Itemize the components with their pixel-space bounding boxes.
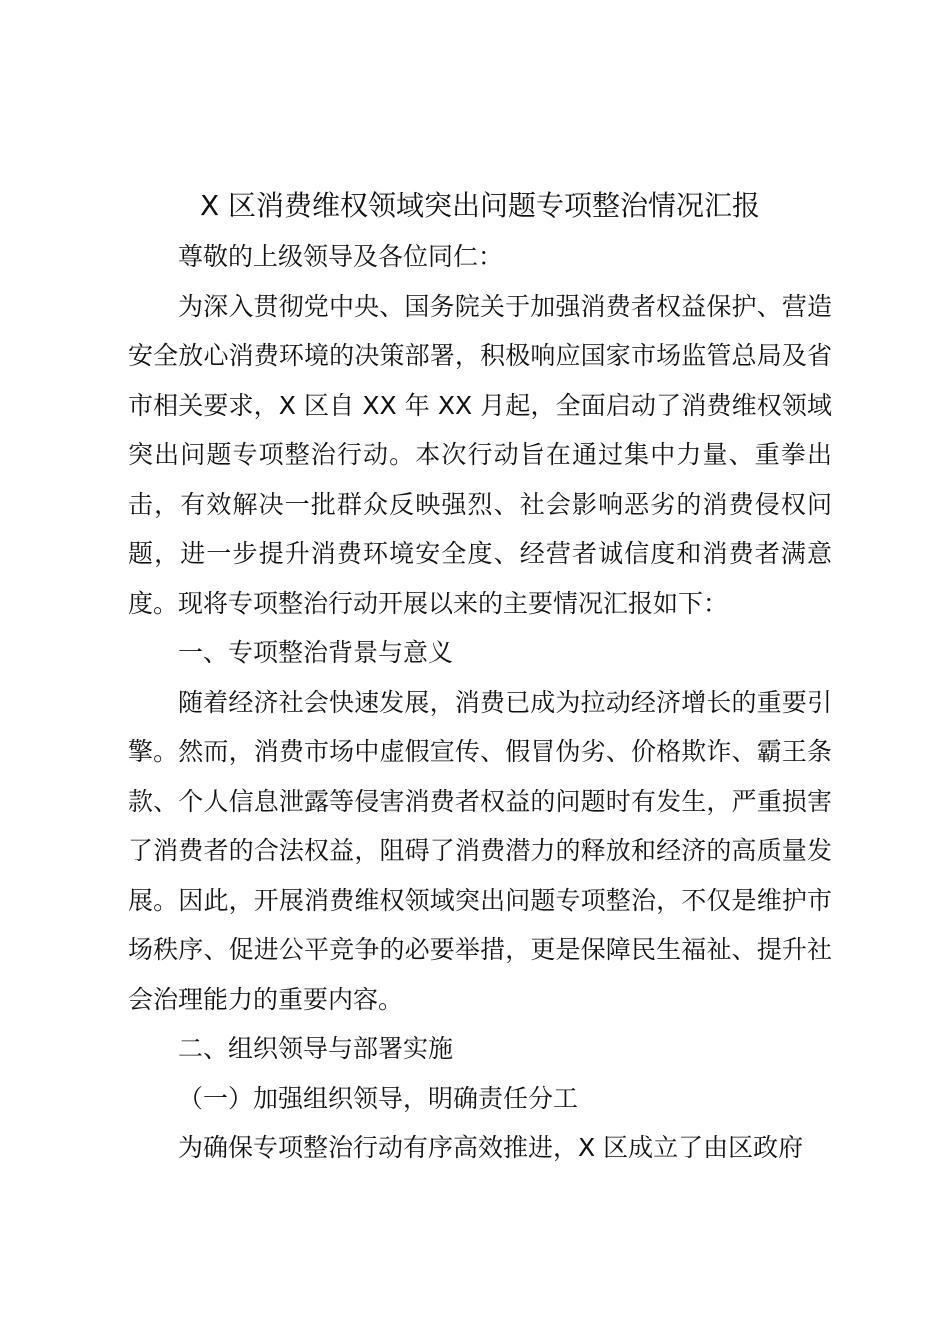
intro-paragraph: 为深入贯彻党中央、国务院关于加强消费者权益保护、营造安全放心消费环境的决策部署，积极响应国家市场监管总局及省市相关要求，X 区自 XX 年 XX 月起，全面启动了消费维权领域突出问题专项整治行动。本次行动旨在通过集中力量、重拳出击，有效解决一批群众反映强烈、社会影响恶劣的消费侵权问题，进一步提升消费环境安全度、经营者诚信度和消费者满意度。现将专项整治行动开展以来的主要情况汇报如下： [128, 291, 832, 618]
section-1-paragraph: 随着经济社会快速发展，消费已成为拉动经济增长的重要引擎。然而，消费市场中虚假宣传、假冒伪劣、价格欺诈、霸王条款、个人信息泄露等侵害消费者权益的问题时有发生，严重损害了消费者的合法权益，阻碍了消费潜力的释放和经济的高质量发展。因此，开展消费维权领域突出问题专项整治，不仅是维护市场秩序、促进公平竞争的必要举措，更是保障民生福祉、提升社会治理能力的重要内容。 [128, 687, 832, 1014]
subsection-heading-1: （一）加强组织领导，明确责任分工 [178, 1083, 579, 1113]
document-title: X 区消费维权领域突出问题专项整治情况汇报 [199, 189, 761, 222]
salutation: 尊敬的上级领导及各位同仁： [178, 242, 504, 271]
subsection-1-paragraph: 为确保专项整治行动有序高效推进，X 区成立了由区政府 [178, 1133, 804, 1162]
document-body [128, 184, 832, 1173]
section-heading-2: 二、组织领导与部署实施 [178, 1034, 454, 1063]
section-heading-1: 一、专项整治背景与意义 [178, 638, 454, 667]
